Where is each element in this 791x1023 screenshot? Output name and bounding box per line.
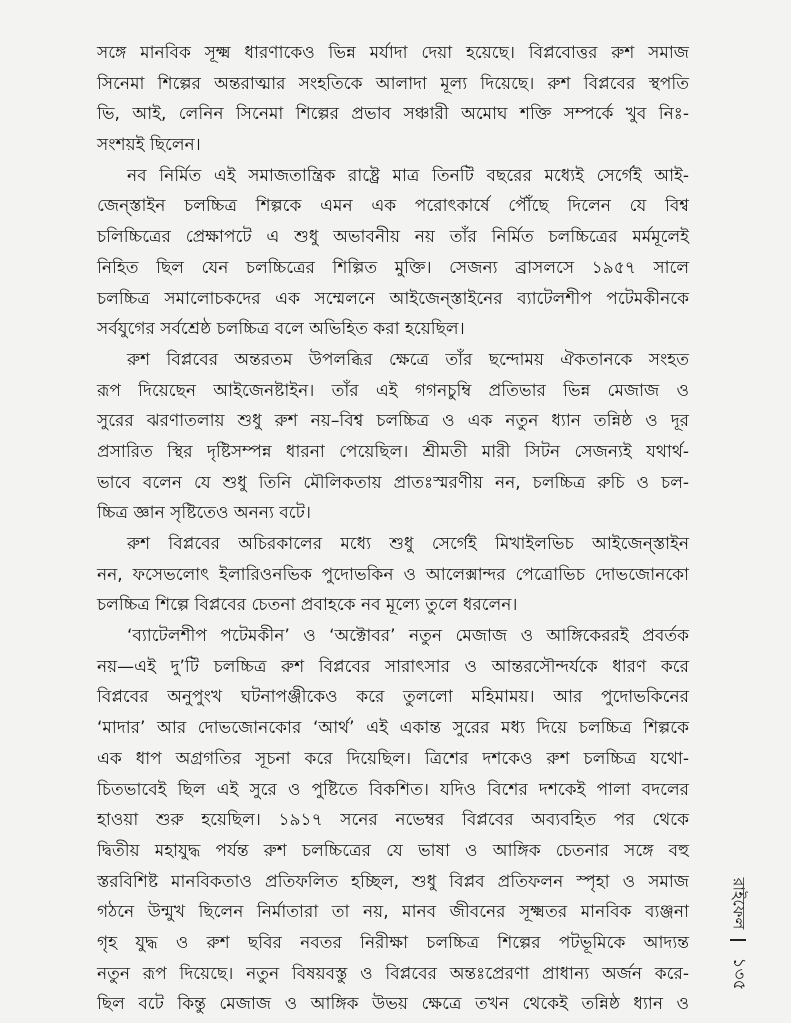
text-line: গঠনে উন্মুখ ছিলেন নির্মাতারা তা নয়, মানব জীবনের সূক্ষ্মতর মানবিক ব্যঞ্জনা xyxy=(97,902,689,923)
text-line: স্তরবিশিষ্ট মানবিকতাও প্রতিফলিত হচ্ছিল, শুধু বিপ্লব প্রতিফলন স্পৃহা ও সমাজ xyxy=(97,871,689,892)
text-line: জেন্‌স্তাইন চলচ্চিত্র শিল্পকে এমন এক পরোৎকার্ষে পৌঁছে দিলেন যে বিশ্ব xyxy=(97,196,689,217)
text-line: প্রসারিত স্থির দৃষ্টিসম্পন্ন ধারনা পেয়েছিল। শ্রীমতী মারী সিটন সেজন্যই যথার্থ- xyxy=(97,441,689,462)
text-line: ‘ব্যাটেলশীপ পটেমকীন’ ও ‘অক্টোবর’ নতুন মেজাজ ও আঙ্গিকেররই প্রবর্তক xyxy=(127,626,689,647)
text-line: সংশয়ই ছিলেন। xyxy=(97,135,201,156)
paragraph xyxy=(97,38,689,161)
text-line: নব নির্মিত এই সমাজতান্ত্রিক রাষ্ট্রে মাত্র তিনটি বছরের মধ্যেই সের্গেই আই- xyxy=(127,165,689,186)
text-line: ‘মাদার’ আর দোভজোনকোর ‘আর্থ’ এই একান্ত সুরের মধ্য দিয়ে চলচ্চিত্র শিল্পকে xyxy=(97,718,689,739)
text-line: সর্বযুগের সর্বশ্রেষ্ঠ চলচ্চিত্র বলে অভিহিত করা হয়েছিল। xyxy=(97,319,465,340)
text-line: ছিল বটে কিন্তু মেজাজ ও আঙ্গিক উভয় ক্ষেত্রে তখন থেকেই তন্নিষ্ঠ ধ্যান ও xyxy=(97,994,689,1015)
text-line: নিহিত ছিল যেন চলচ্চিত্রের শিল্পিত মুক্তি। সেজন্য ব্রাসলসে ১৯৫৭ সালে xyxy=(97,257,689,278)
page-number: ১৩৫ xyxy=(729,957,749,991)
page-body-text xyxy=(97,38,689,1020)
text-line: নয়—এই দু’টি চলচ্চিত্র রুশ বিপ্লবের সারাৎসার ও আন্তরসৌন্দর্যকে ধারণ করে xyxy=(97,656,689,677)
text-line: এক ধাপ অগ্রগতির সূচনা করে দিয়েছিল। ত্রিশের দশকেও রুশ চলচ্চিত্র যথো- xyxy=(97,748,689,769)
text-line: চ্চিত্র জ্ঞান সৃষ্টিতেও অনন্য বটে। xyxy=(97,503,311,524)
text-line: সুরের ঝরণাতলায় শুধু রুশ নয়–বিশ্ব চলচ্চিত্র ও এক নতুন ধ্যান তন্নিষ্ঠ ও দূর xyxy=(97,411,689,432)
text-line: চলিচ্চিত্রের প্রেক্ষাপটে এ শুধু অভাবনীয় নয় তাঁর নির্মিত চলচ্চিত্রের মর্মমূলেই xyxy=(97,227,689,248)
running-title: রাইফেল xyxy=(729,877,749,930)
text-line: বিপ্লবের অনুপুংখ ঘটনাপঞ্জীকেও করে তুললো মহিমাময়। আর পুদোভকিনের xyxy=(97,687,689,708)
text-line: চলচ্চিত্র সমালোচকদের এক সম্মেলনে আইজেন্‌স্তাইনের ব্যাটেলশীপ পটেমকীনকে xyxy=(97,288,689,309)
separator-bar xyxy=(730,939,746,941)
paragraph xyxy=(97,345,689,529)
text-line: ভি, আই, লেনিন সিনেমা শিল্পের প্রভাব সঞ্চারী অমোঘ শক্তি সম্পর্কে খুব নিঃ- xyxy=(97,104,689,125)
text-line: রুশ বিপ্লবের অচিরকালের মধ্যে শুধু সের্গেই মিখাইলভিচ আইজেন্‌স্তাইন xyxy=(127,534,689,554)
text-line: চলচ্চিত্র শিল্পে বিপ্লবের চেতনা প্রবাহকে নব মূল্যে তুলে ধরলেন। xyxy=(97,595,518,616)
text-line: নন, ফসেভলোৎ ইলারিওনভিক পুদোভকিন ও আলেক্সান্দর পেত্রোভিচ দোভজোনকো xyxy=(97,564,689,585)
margin-header xyxy=(728,860,749,991)
text-line: সিনেমা শিল্পের অন্তরাত্মার সংহতিকে আলাদা মূল্য দিয়েছে। রুশ বিপ্লবের স্থপতি xyxy=(97,73,689,94)
text-line: চিতভাবেই ছিল এই সুরে ও পুষ্টিতে বিকশিত। যদিও বিশের দশকেই পালা বদলের xyxy=(97,779,689,800)
paragraph xyxy=(97,161,689,345)
text-line: সঙ্গে মানবিক সূক্ষ্ম ধারণাকেও ভিন্ন মর্যাদা দেয়া হয়েছে। বিপ্লবোত্তর রুশ সমাজ xyxy=(97,43,689,63)
text-line: নতুন রূপ দিয়েছে। নতুন বিষয়বস্তু ও বিপ্লবের অন্তঃপ্রেরণা প্রাধান্য অর্জন করে- xyxy=(97,963,689,984)
text-line: দ্বিতীয় মহাযুদ্ধ পর্যন্ত রুশ চলচ্চিত্রের যে ভাষা ও আঙ্গিক চেতনার সঙ্গে বহু xyxy=(97,840,689,861)
paragraph xyxy=(97,621,689,1020)
text-line: রুশ বিপ্লবের অন্তরতম উপলব্ধির ক্ষেত্রে তাঁর ছন্দোময় ঐকতানকে সংহত xyxy=(127,349,689,370)
text-line: ভাবে বলেন যে শুধু তিনি মৌলিকতায় প্রাতঃস্মরণীয় নন, চলচ্চিত্র রুচি ও চল- xyxy=(97,472,689,493)
paragraph xyxy=(97,529,689,621)
text-line: গৃহ যুদ্ধ ও রুশ ছবির নবতর নিরীক্ষা চলচ্চিত্র শিল্পের পটভূমিকে আদ্যন্ত xyxy=(97,932,689,953)
text-line: হাওয়া শুরু হয়েছিল। ১৯১৭ সনের নভেম্বর বিপ্লবের অব্যবহিত পর থেকে xyxy=(97,810,689,831)
text-line: রূপ দিয়েছেন আইজেনষ্টাইন। তাঁর এই গগনচুম্বি প্রতিভার ভিন্ন মেজাজ ও xyxy=(97,380,689,401)
